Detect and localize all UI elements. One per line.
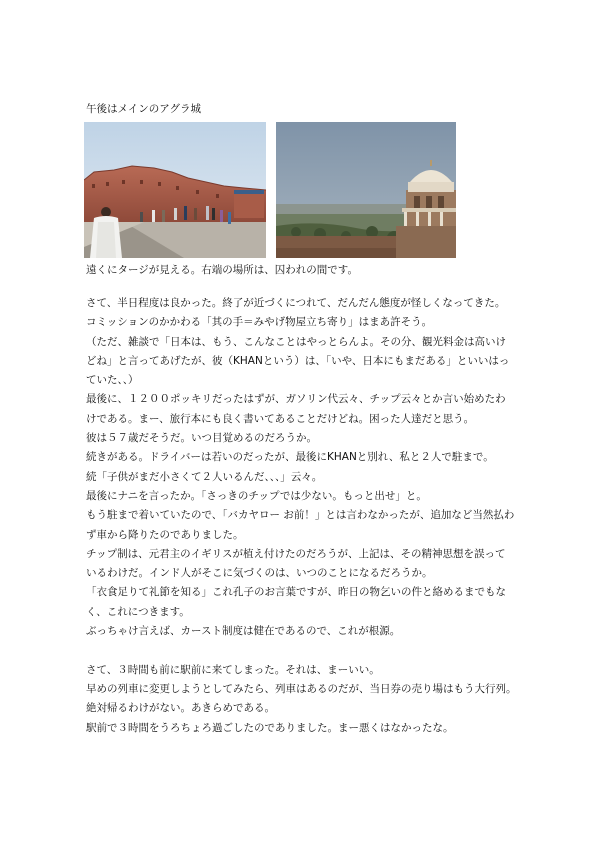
- body-line: （ただ、雑談で「日本は、もう、こんなことはやっとらんよ。その分、観光料金は高いけ: [86, 335, 506, 348]
- body-line: く、これにつきます。: [86, 605, 190, 618]
- body-line: もう駐まで着いていたので、「バカヤロー お前！」とは言わなかったが、追加など当然払わ: [86, 509, 515, 522]
- body-line: 最後にナニを言ったか。「さっきのチップでは少ない。もっと出せ」と。: [86, 489, 427, 502]
- body-line: さて、半日程度は良かった。終了が近づくにつれて、だんだん態度が怪しくなってきた。: [86, 297, 506, 309]
- body-line: どね」と言ってあげたが、彼（KHANという）は、「いや、日本にもまだある」といいはっ: [86, 354, 510, 367]
- body-line: さて、３時間も前に駅前に来てしまった。それは、まーいい。: [86, 663, 380, 676]
- body-line: けである。まー、旅行本にも良く書いてあることだけどね。困った人達だと思う。: [86, 412, 475, 425]
- body-line: 絶対帰るわけがない。あきらめである。: [86, 702, 275, 715]
- body-line: 続「子供がまだ小さくて２人いるんだ、、、」云々。: [86, 470, 323, 483]
- body-text: [86, 294, 526, 738]
- taj-distance-photo: [276, 122, 456, 258]
- body-line: いるわけだ。インド人がそこに気づくのは、いつのことになるだろうか。: [86, 567, 433, 580]
- agra-fort-photo: [84, 122, 266, 258]
- body-line: チップ制は、元君主のイギリスが植え付けたのだろうが、上記は、その精神思想を誤って: [86, 547, 506, 560]
- body-line: コミッションのかかわる「其の手＝みやげ物屋立ち寄り」はまあ許そう。: [86, 316, 433, 329]
- body-line: 最後に、１２００ポッキリだったはずが、ガソリン代云々、チップ云々とか言い始めたわ: [86, 393, 506, 406]
- body-line: ず車から降りたのでありました。: [86, 528, 244, 541]
- body-line: 「衣食足りて礼節を知る」これ孔子のお言葉ですが、昨日の物乞いの件と絡めるまでもな: [86, 586, 506, 599]
- body-line: 早めの列車に変更しようとしてみたら、列車はあるのだが、当日券の売り場はもう大行列。: [86, 682, 517, 695]
- paragraph-spacer: [86, 641, 526, 660]
- body-line: ていた、、）: [86, 374, 139, 387]
- body-line: 彼は５７歳だそうだ。いつ目覚めるのだろうか。: [86, 432, 317, 445]
- photo-caption: 遠くにタージが見える。右端の場所は、囚われの間です。: [86, 264, 358, 276]
- body-line: 続きがある。ドライバーは若いのだったが、最後にKHANと別れ、私と２人で駐まで。: [86, 451, 494, 464]
- section-heading: 午後はメインのアグラ城: [86, 103, 201, 115]
- body-line: ぶっちゃけ言えば、カースト制度は健在であるので、これが根源。: [86, 625, 401, 638]
- body-line: 駅前で３時間をうろちょろ過ごしたのでありました。まー悪くはなかったな。: [86, 721, 454, 734]
